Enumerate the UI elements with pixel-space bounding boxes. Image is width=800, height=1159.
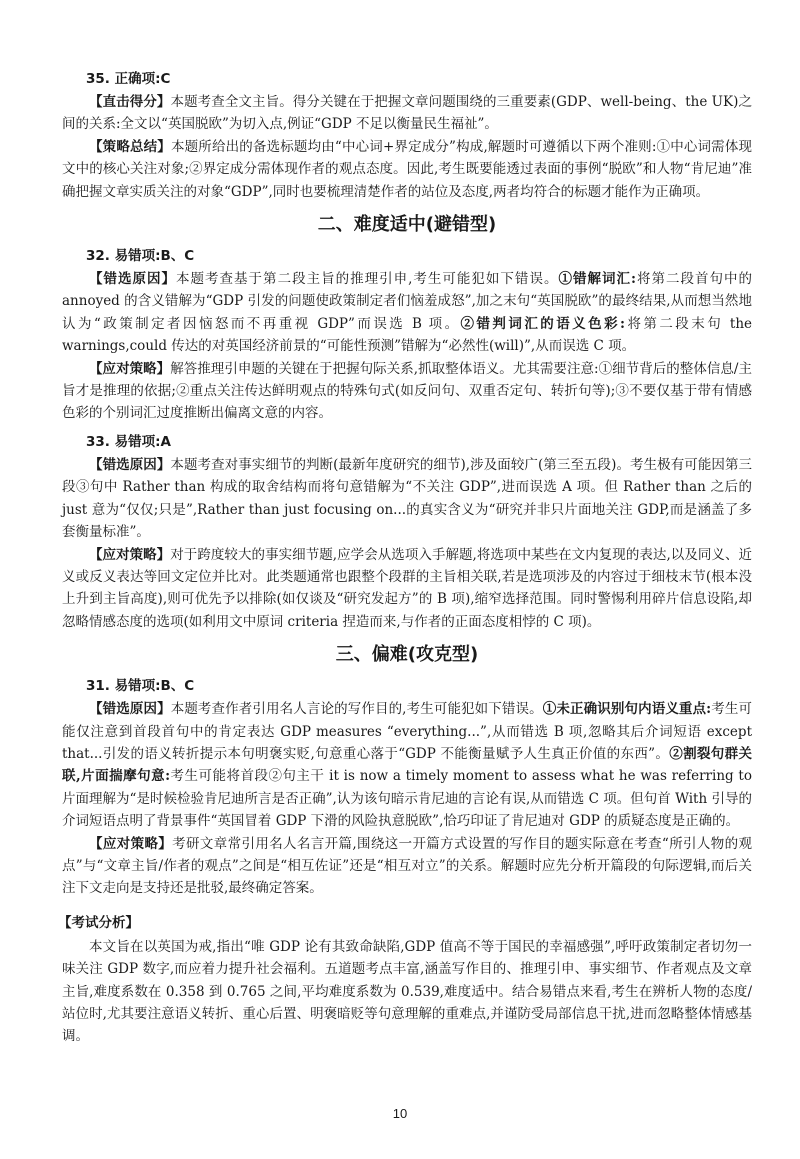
q33-error-reason-text: 本题考查对事实细节的判断(最新年度研究的细节),涉及面较广(第三至五段)。考生极有可能因第三段③句中 Rather than 构成的取舍结构而将句意错解为“不关注 GDP”,进而误选 A 项。但 Rather than 之后的 just 意为“仅仅;只是”,Rather than just focusing on...的真实含义为“研究并非只片面地关注 GDP,而是涵盖了多套衡量标准”。 [62, 456, 753, 541]
q35-direct-score-label: 【直击得分】 [89, 94, 171, 110]
q31-error-reason-intro: 本题考查作者引用名人言论的写作目的,考生可能犯如下错误。 [170, 701, 543, 718]
page-content [58, 68, 753, 1048]
q33-error-reason [62, 454, 752, 544]
q32-error-point-2-text: 将第二段末句 the warnings,could 传达的对英国经济前景的“可能性预测”错解为“必然性(will)”,从而误选 C 项。 [62, 315, 753, 355]
q32-strategy [62, 358, 752, 425]
q32-error-point-2: ②错判词汇的语义色彩: [460, 315, 626, 332]
q35-heading: 35. 正确项:C [86, 71, 171, 87]
q35-direct-score-text: 本题考查全文主旨。得分关键在于把握文章问题围绕的三重要素(GDP、well-being、the UK)之间的关系:全文以“英国脱欧”为切入点,例证“GDP 不足以衡量民生福祉”。 [62, 94, 752, 133]
q31-error-point-2-text: 考生可能将首段②句主干 it is now a timely moment to assess what he was referring to 片面理解为“是时候检验肯尼迪所言是否正确”,认为该句暗示肯尼迪的言论有误,从而错选 C 项。但句首 With 引导的介词短语点明了背景事件“英国冒着 GDP 下滑的风险执意脱欧”,恰巧印证了肯尼迪对 GDP 的质疑态度是正确的。 [62, 768, 752, 830]
q32-error-reason-intro: 本题考查基于第二段主旨的推理引申,考生可能犯如下错误。 [176, 271, 559, 288]
q31-error-reason-label: 【错选原因】 [89, 701, 171, 718]
q31-strategy [62, 833, 752, 900]
q31-error-point-2: ②割裂句群关联,片面揣摩句意: [62, 745, 752, 785]
q31-error-reason [62, 698, 752, 832]
q31-error-point-1-text: 考生可能仅注意到首段首句中的肯定表达 GDP measures “everything...”,从而错选 B 项,忽略其后介词短语 except that...引发的语义转折提示本句明褒实贬,句意重心落于“GDP 不能衡量赋予人生真正价值的东西”。 [62, 701, 753, 762]
q35-strategy-summary [62, 136, 752, 203]
page-number: 10 [392, 1106, 408, 1121]
q32-error-reason [62, 268, 752, 358]
q31-heading: 31. 易错项:B、C [86, 678, 195, 695]
q35-direct-score [62, 91, 752, 136]
q33-strategy [62, 544, 752, 634]
section-hard: 三、偏难(攻克型) [335, 644, 479, 666]
q32-heading: 32. 易错项:B、C [86, 248, 195, 265]
q32-error-point-1: ①错解词汇: [558, 271, 636, 288]
q33-strategy-text: 对于跨度较大的事实细节题,应学会从选项入手解题,将选项中某些在文内复现的表达,以及同义、近义或反义表达等回文定位并比对。此类题通常也跟整个段群的主旨相关联,若是选项涉及的内容过于细枝末节(根本没上升到主旨高度),则可优先予以排除(如仅谈及“研究发起方”的 B 项),缩窄选择范围。同时警惕利用碎片信息设陷,却忽略情感态度的选项(如利用文中原词 criteria 捏造而来,与作者的正面态度相悖的 C 项)。 [62, 546, 753, 630]
q33-heading: 33. 易错项:A [86, 433, 171, 450]
section-medium-difficulty: 二、难度适中(避错型) [317, 214, 497, 236]
exam-analysis-title: 【考试分析】 [58, 914, 139, 931]
q33-strategy-label: 【应对策略】 [89, 546, 171, 563]
q35-strategy-label: 【策略总结】 [89, 138, 171, 155]
q35-strategy-text: 本题所给出的备选标题均由“中心词+界定成分”构成,解题时可遵循以下两个准则:①中心词需体现文中的核心关注对象;②界定成分需体现作者的观点态度。因此,考生既要能透过表面的事例“脱欧”和人物“肯尼迪”准确把握文章实质关注的对象“GDP”,同时也要梳理清楚作者的站位及态度,两者均符合的标题才能作为正确项。 [62, 138, 753, 200]
q32-error-reason-label: 【错选原因】 [89, 271, 177, 288]
q32-strategy-label: 【应对策略】 [89, 360, 171, 377]
q31-error-point-1: ①未正确识别句内语义重点: [542, 701, 712, 718]
q31-strategy-text: 考研文章常引用名人名言开篇,围绕这一开篇方式设置的写作目的题实际意在考查“所引人物的观点”与“文章主旨/作者的观点”之间是“相互佐证”还是“相互对立”的关系。解题时应先分析开篇段的句际逻辑,而后关注下文走向是支持还是批驳,最终确定答案。 [62, 835, 752, 897]
q32-error-point-1-text: 将第二段首句中的 annoyed 的含义错解为“GDP 引发的问题使政策制定者们恼羞成怒”,加之末句“英国脱欧”的最终结果,从而想当然地认为“政策制定者因恼怒而不再重视 GDP”而误选 B 项。 [62, 271, 753, 332]
q32-strategy-text: 解答推理引申题的关键在于把握句际关系,抓取整体语义。尤其需要注意:①细节背后的整体信息/主旨才是推理的依据;②重点关注传达鲜明观点的特殊句式(如反问句、双重否定句、转折句等);③不要仅基于带有情感色彩的个别词汇过度推断出偏离文意的内容。 [62, 360, 753, 422]
q31-strategy-label: 【应对策略】 [89, 835, 173, 852]
exam-analysis-text: 本文旨在以英国为戒,指出“唯 GDP 论有其致命缺陷,GDP 值高不等于国民的幸福感强”,呼吁政策制定者切勿一味关注 GDP 数字,而应着力提升社会福利。五道题考点丰富,涵盖写作目的、推理引申、事实细节、作者观点及文章主旨,难度系数在 0.358 到 0.765 之间,平均难度系数为 0.539,难度适中。结合易错点来看,考生在辨析人物的态度/站位时,尤其要注意语义转折、重心后置、明褒暗贬等句意理解的重难点,并谨防受局部信息干扰,进而忽略整体情感基调。 [62, 938, 752, 1045]
q33-error-reason-label: 【错选原因】 [89, 456, 171, 473]
